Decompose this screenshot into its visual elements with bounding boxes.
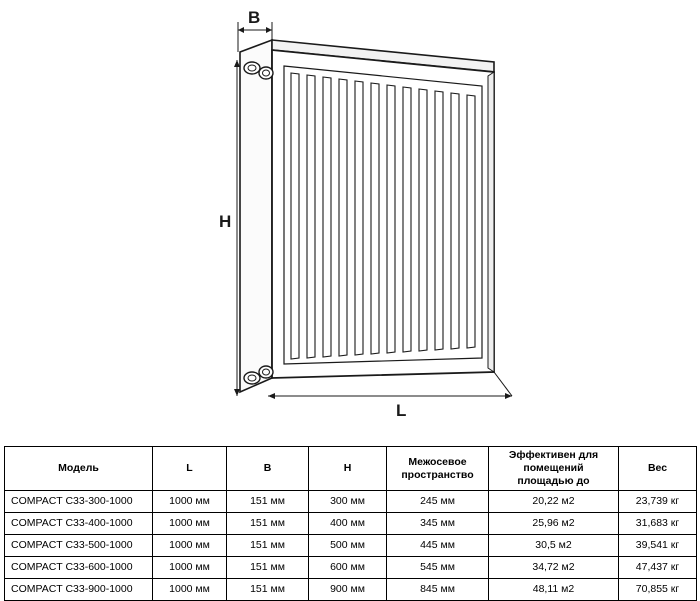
cell-center-distance: 845 мм bbox=[387, 579, 489, 601]
specs-table-body bbox=[5, 491, 697, 601]
header-center-distance-line1: Межосевое bbox=[408, 455, 467, 468]
cell-l: 1000 мм bbox=[153, 579, 227, 601]
cell-b: 151 мм bbox=[227, 579, 309, 601]
cell-effective-area: 30,5 м2 bbox=[489, 535, 619, 557]
cell-center-distance: 545 мм bbox=[387, 557, 489, 579]
cell-l: 1000 мм bbox=[153, 535, 227, 557]
dimension-label-h: H bbox=[219, 212, 232, 231]
header-effective-area bbox=[489, 447, 619, 491]
specs-table-head bbox=[5, 447, 697, 491]
cell-effective-area: 20,22 м2 bbox=[489, 491, 619, 513]
header-effective-area-line2: площадью до bbox=[517, 475, 590, 488]
cell-center-distance: 445 мм bbox=[387, 535, 489, 557]
radiator-right-edge bbox=[488, 72, 494, 372]
header-h: H bbox=[309, 447, 387, 491]
header-l: L bbox=[153, 447, 227, 491]
cell-l: 1000 мм bbox=[153, 491, 227, 513]
cell-center-distance: 245 мм bbox=[387, 491, 489, 513]
cell-effective-area: 25,96 м2 bbox=[489, 513, 619, 535]
cell-h: 400 мм bbox=[309, 513, 387, 535]
header-weight: Вес bbox=[619, 447, 697, 491]
header-model: Модель bbox=[5, 447, 153, 491]
cell-weight: 23,739 кг bbox=[619, 491, 697, 513]
cell-h: 900 мм bbox=[309, 579, 387, 601]
radiator-body bbox=[240, 40, 494, 392]
cell-model: COMPACT C33-400-1000 bbox=[5, 513, 153, 535]
table-row bbox=[5, 535, 697, 557]
dimension-label-b: B bbox=[248, 8, 261, 27]
header-center-distance bbox=[387, 447, 489, 491]
table-row bbox=[5, 557, 697, 579]
cell-l: 1000 мм bbox=[153, 557, 227, 579]
dimension-label-l: L bbox=[396, 401, 407, 420]
cell-h: 500 мм bbox=[309, 535, 387, 557]
table-row bbox=[5, 579, 697, 601]
header-effective-area-line1: Эффективен для помещений bbox=[508, 449, 599, 475]
table-row bbox=[5, 491, 697, 513]
cell-l: 1000 мм bbox=[153, 513, 227, 535]
header-center-distance-line2: пространство bbox=[401, 468, 474, 481]
specs-table-wrapper bbox=[4, 446, 696, 601]
cell-b: 151 мм bbox=[227, 513, 309, 535]
cell-weight: 31,683 кг bbox=[619, 513, 697, 535]
cell-weight: 47,437 кг bbox=[619, 557, 697, 579]
header-b: B bbox=[227, 447, 309, 491]
cell-model: COMPACT C33-300-1000 bbox=[5, 491, 153, 513]
cell-b: 151 мм bbox=[227, 491, 309, 513]
cell-h: 300 мм bbox=[309, 491, 387, 513]
cell-model: COMPACT C33-600-1000 bbox=[5, 557, 153, 579]
cell-model: COMPACT C33-500-1000 bbox=[5, 535, 153, 557]
radiator-side-face bbox=[240, 40, 272, 392]
cell-b: 151 мм bbox=[227, 535, 309, 557]
cell-center-distance: 345 мм bbox=[387, 513, 489, 535]
cell-effective-area: 34,72 м2 bbox=[489, 557, 619, 579]
table-row bbox=[5, 513, 697, 535]
cell-weight: 39,541 кг bbox=[619, 535, 697, 557]
cell-b: 151 мм bbox=[227, 557, 309, 579]
cell-weight: 70,855 кг bbox=[619, 579, 697, 601]
cell-model: COMPACT C33-900-1000 bbox=[5, 579, 153, 601]
cell-effective-area: 48,11 м2 bbox=[489, 579, 619, 601]
specs-table bbox=[4, 446, 697, 601]
table-header-row bbox=[5, 447, 697, 491]
cell-h: 600 мм bbox=[309, 557, 387, 579]
